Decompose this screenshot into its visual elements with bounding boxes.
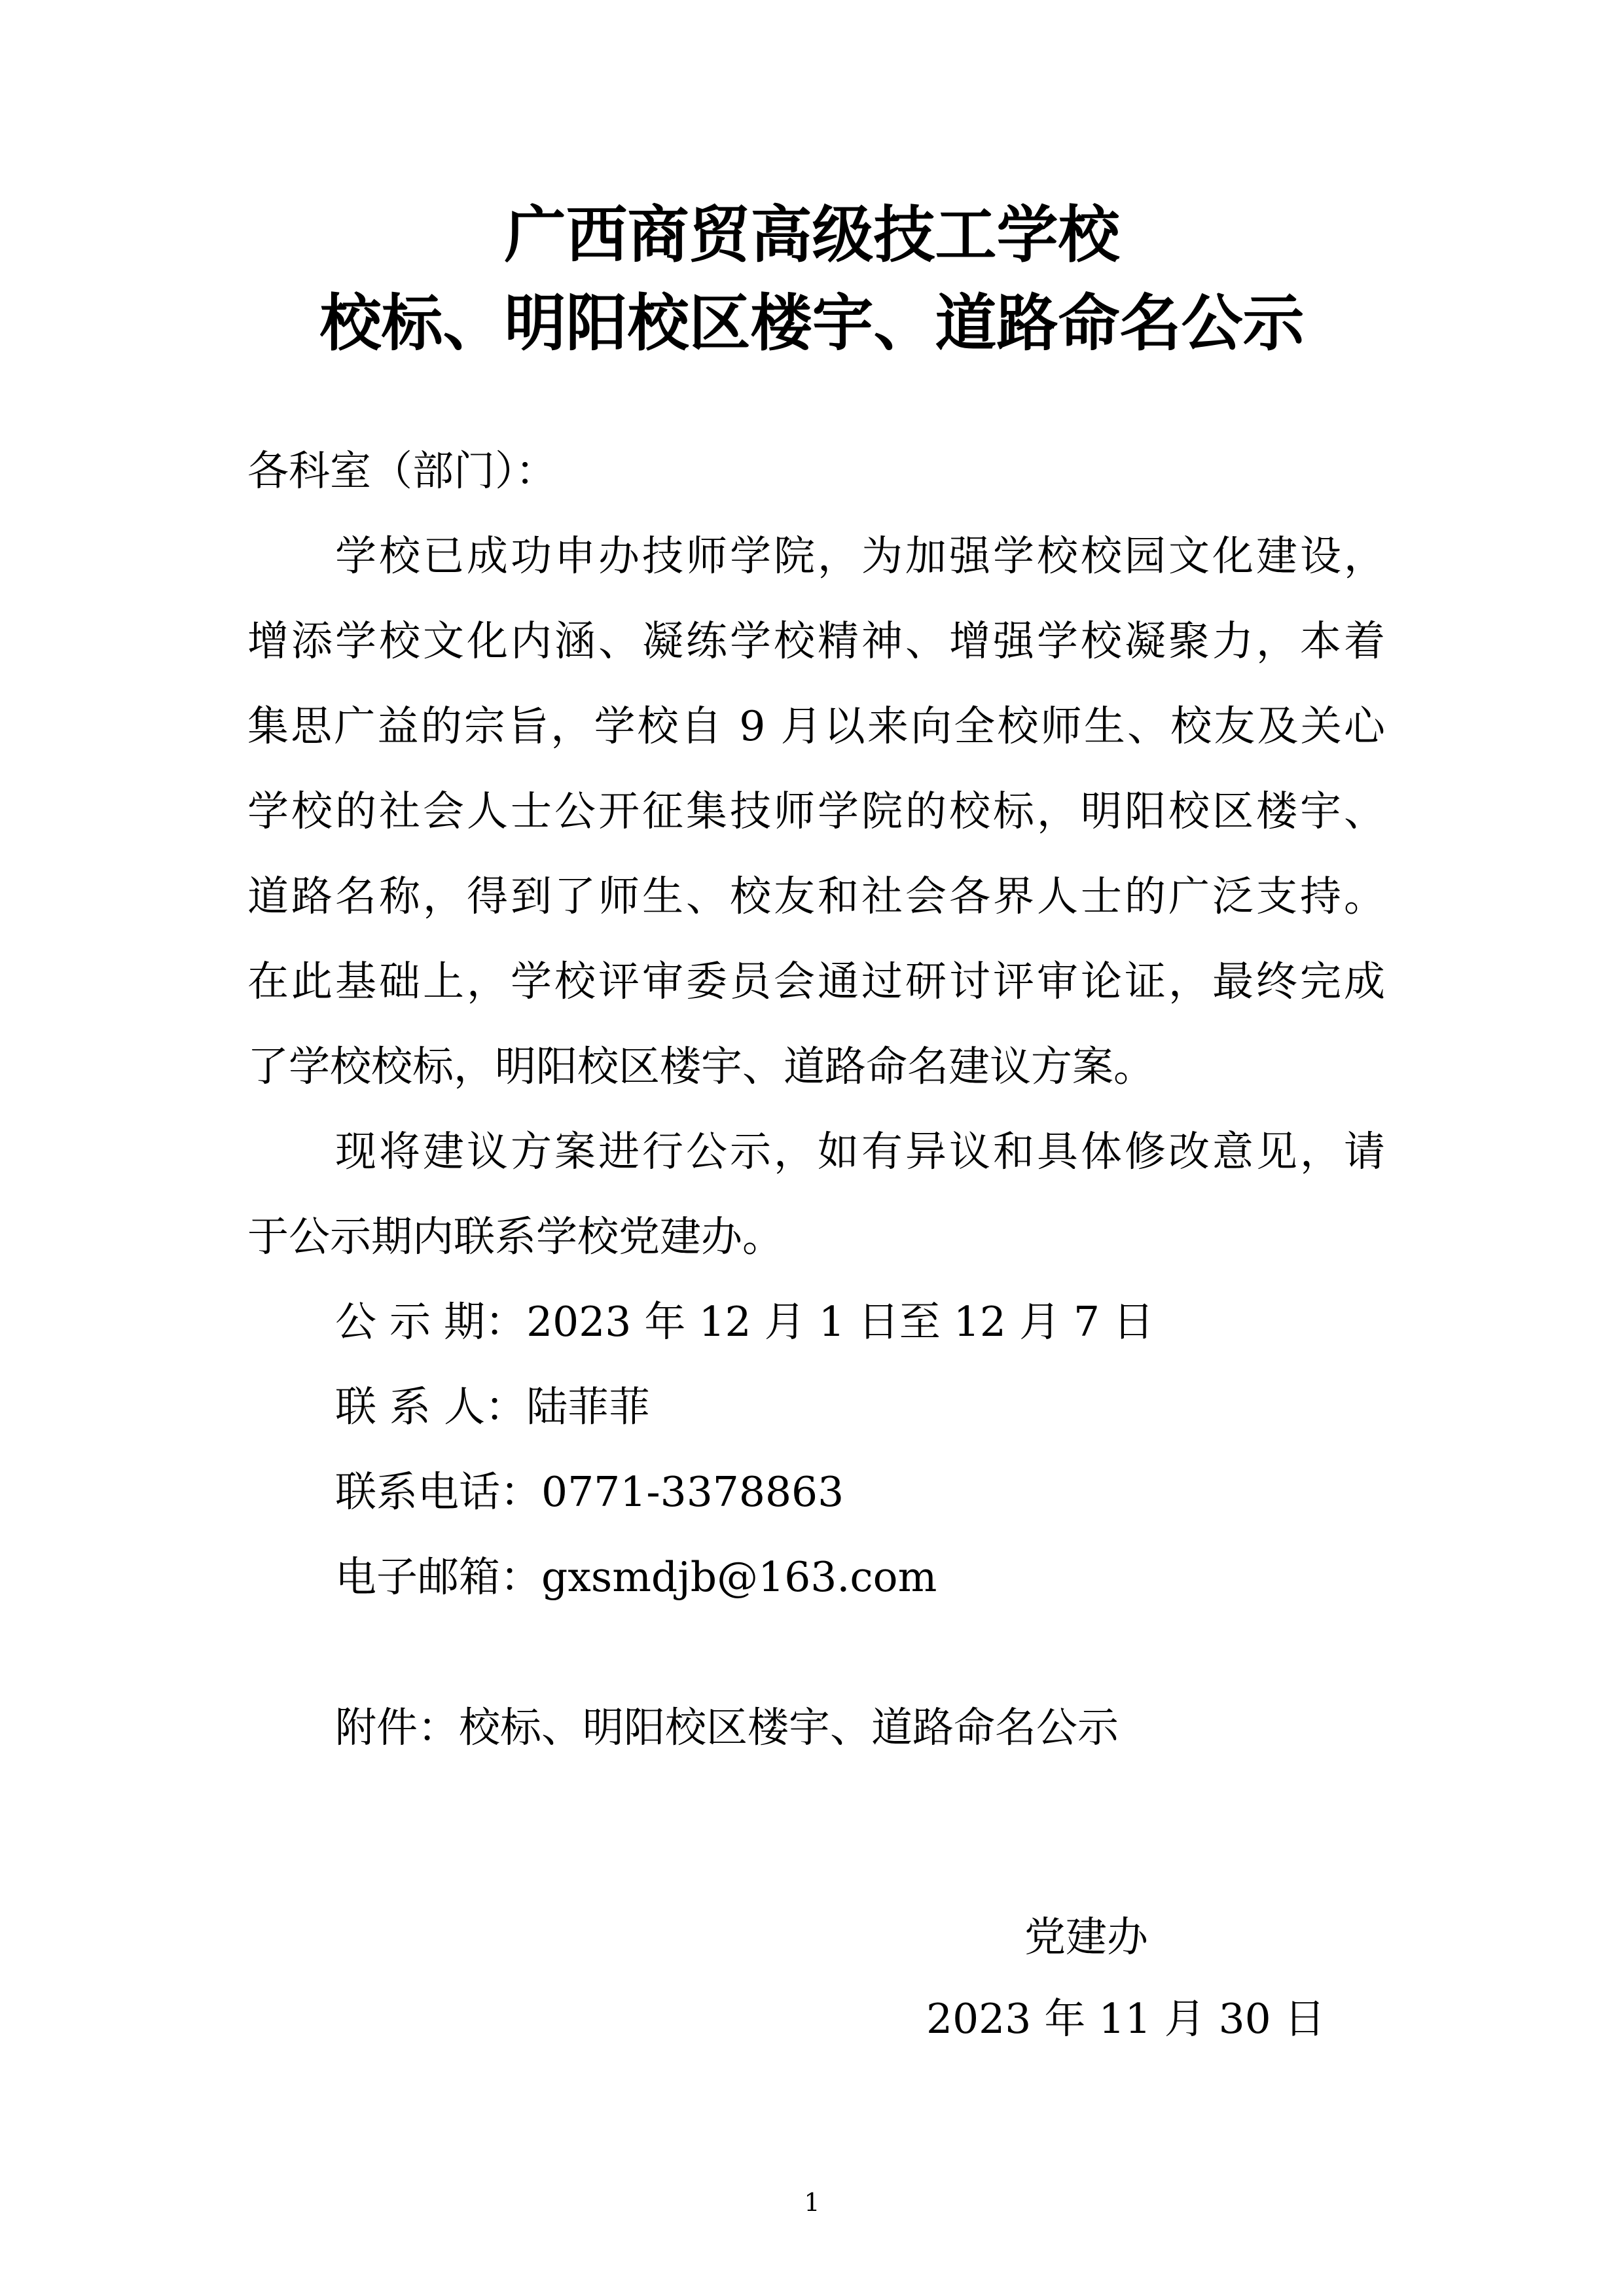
paragraph-2-line: 于公示期内联系学校党建办。: [247, 1213, 784, 1261]
info-contact-value: 陆菲菲: [526, 1383, 651, 1431]
info-contact-label: 联 系 人：: [335, 1383, 527, 1431]
salutation: 各科室（部门）：: [247, 447, 557, 495]
attachment-value: 校标、明阳校区楼宇、道路命名公示: [459, 1704, 1119, 1751]
attachment: [335, 1698, 1119, 1757]
document-title-line-1: 广西商贸高级技工学校: [504, 200, 1120, 271]
paragraph-1-line: 了学校校标，明阳校区楼宇、道路命名建议方案。: [247, 1043, 1155, 1090]
info-email: [335, 1548, 937, 1607]
info-contact: [335, 1378, 650, 1437]
paragraph-2-line: 现将建议方案进行公示，如有异议和具体修改意见，请: [335, 1128, 1385, 1175]
info-phone-value: 0771-3378863: [541, 1468, 844, 1516]
paragraph-1-line: 增添学校文化内涵、凝练学校精神、增强学校凝聚力，本着: [247, 617, 1385, 665]
signature-org: 党建办: [1024, 1913, 1148, 1961]
paragraph-1-line: 道路名称，得到了师生、校友和社会各界人士的广泛支持。: [247, 872, 1385, 920]
attachment-label: 附件：: [335, 1704, 459, 1751]
info-email-label: 电子邮箱：: [335, 1553, 541, 1601]
page-number: 1: [804, 2188, 820, 2217]
info-period: [335, 1293, 1154, 1352]
paragraph-1-line: 学校的社会人士公开征集技师学院的校标，明阳校区楼宇、: [247, 787, 1385, 835]
info-phone-label: 联系电话：: [335, 1468, 541, 1516]
signature-date: 2023 年 11 月 30 日: [926, 1995, 1326, 2043]
info-period-label: 公 示 期：: [335, 1298, 527, 1346]
info-period-value: 2023 年 12 月 1 日至 12 月 7 日: [526, 1298, 1155, 1346]
info-phone: [335, 1463, 844, 1522]
paragraph-1-line: 学校已成功申办技师学院，为加强学校校园文化建设，: [335, 532, 1385, 580]
info-email-value: gxsmdjb@163.com: [541, 1553, 937, 1601]
document-title-line-2: 校标、明阳校区楼宇、道路命名公示: [319, 288, 1305, 359]
paragraph-1-line: 在此基础上，学校评审委员会通过研讨评审论证，最终完成: [247, 958, 1385, 1005]
paragraph-1-line: 集思广益的宗旨，学校自 9 月以来向全校师生、校友及关心: [247, 702, 1385, 750]
